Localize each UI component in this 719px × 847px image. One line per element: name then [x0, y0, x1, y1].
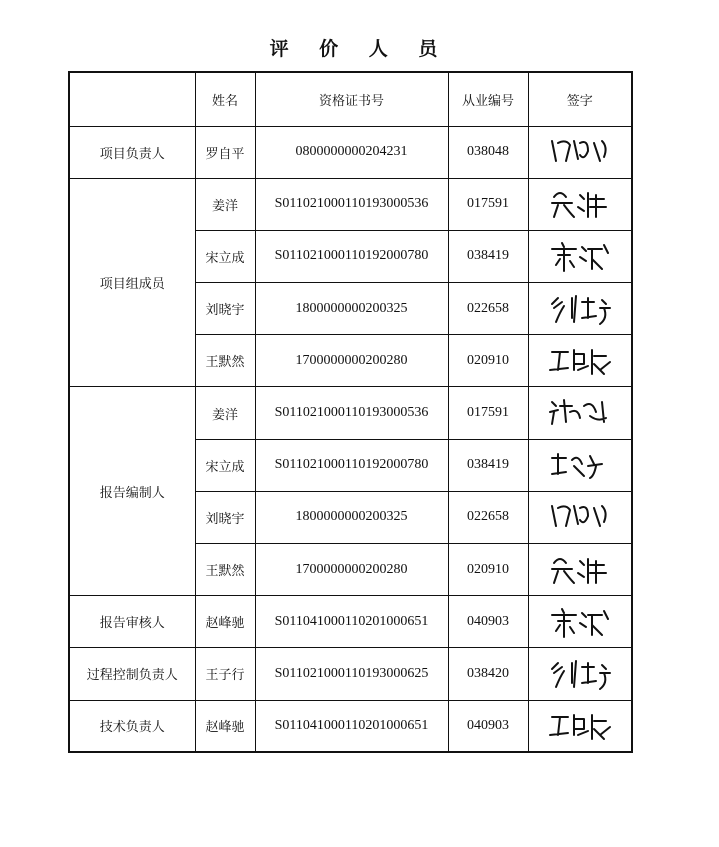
practice-cell: 017591: [448, 178, 528, 230]
header-cert: 资格证书号: [255, 72, 448, 126]
handwritten-signature: [544, 131, 616, 173]
practice-cell: 038419: [448, 439, 528, 491]
practice-cell: 017591: [448, 387, 528, 439]
cert-cell: 1800000000200325: [255, 283, 448, 335]
name-cell: 罗自平: [195, 126, 255, 178]
signature-cell: [528, 596, 632, 648]
signature-cell: [528, 544, 632, 596]
cert-cell: S011021000110193000536: [255, 387, 448, 439]
name-cell: 王默然: [195, 335, 255, 387]
name-cell: 刘晓宇: [195, 283, 255, 335]
name-cell: 赵峰驰: [195, 700, 255, 752]
practice-cell: 020910: [448, 335, 528, 387]
practice-cell: 040903: [448, 596, 528, 648]
header-row: [69, 72, 632, 126]
practice-cell: 040903: [448, 700, 528, 752]
table-row: [69, 387, 632, 439]
signature-cell: [528, 178, 632, 230]
cert-cell: 1800000000200325: [255, 491, 448, 543]
header-practice: 从业编号: [448, 72, 528, 126]
practice-cell: 022658: [448, 491, 528, 543]
header-signature: 签字: [528, 72, 632, 126]
handwritten-signature: [544, 288, 616, 330]
handwritten-signature: [544, 549, 616, 591]
practice-cell: 038419: [448, 230, 528, 282]
practice-cell: 038048: [448, 126, 528, 178]
signature-cell: [528, 491, 632, 543]
role-cell: 技术负责人: [69, 700, 195, 752]
signature-cell: [528, 648, 632, 700]
role-cell: 报告编制人: [69, 387, 195, 596]
name-cell: 宋立成: [195, 439, 255, 491]
cert-cell: S011021000110193000536: [255, 178, 448, 230]
table-row: [69, 648, 632, 700]
role-cell: 报告审核人: [69, 596, 195, 648]
handwritten-signature: [544, 183, 616, 225]
handwritten-signature: [544, 496, 616, 538]
signature-cell: [528, 335, 632, 387]
signature-cell: [528, 439, 632, 491]
cert-cell: S011021000110192000780: [255, 439, 448, 491]
name-cell: 姜洋: [195, 178, 255, 230]
role-cell: 过程控制负责人: [69, 648, 195, 700]
header-role: [69, 72, 195, 126]
header-name: 姓名: [195, 72, 255, 126]
practice-cell: 038420: [448, 648, 528, 700]
page-title: 评 价 人 员: [269, 38, 450, 60]
handwritten-signature: [544, 601, 616, 643]
handwritten-signature: [544, 705, 616, 747]
handwritten-signature: [544, 235, 616, 277]
cert-cell: S011041000110201000651: [255, 596, 448, 648]
practice-cell: 022658: [448, 283, 528, 335]
name-cell: 姜洋: [195, 387, 255, 439]
signature-cell: [528, 230, 632, 282]
cert-cell: 1700000000200280: [255, 544, 448, 596]
table-row: [69, 178, 632, 230]
signature-cell: [528, 283, 632, 335]
name-cell: 王子行: [195, 648, 255, 700]
handwritten-signature: [544, 392, 616, 434]
role-cell: 项目负责人: [69, 126, 195, 178]
handwritten-signature: [544, 653, 616, 695]
table-row: [69, 596, 632, 648]
handwritten-signature: [544, 340, 616, 382]
name-cell: 宋立成: [195, 230, 255, 282]
name-cell: 王默然: [195, 544, 255, 596]
table-row: [69, 700, 632, 752]
name-cell: 赵峰驰: [195, 596, 255, 648]
practice-cell: 020910: [448, 544, 528, 596]
cert-cell: 0800000000204231: [255, 126, 448, 178]
role-cell: 项目组成员: [69, 178, 195, 387]
handwritten-signature: [544, 444, 616, 486]
cert-cell: S011041000110201000651: [255, 700, 448, 752]
signature-cell: [528, 387, 632, 439]
signature-cell: [528, 700, 632, 752]
name-cell: 刘晓宇: [195, 491, 255, 543]
cert-cell: S011021000110192000780: [255, 230, 448, 282]
signature-cell: [528, 126, 632, 178]
personnel-table: [68, 71, 633, 753]
cert-cell: 1700000000200280: [255, 335, 448, 387]
table-row: [69, 126, 632, 178]
cert-cell: S011021000110193000625: [255, 648, 448, 700]
